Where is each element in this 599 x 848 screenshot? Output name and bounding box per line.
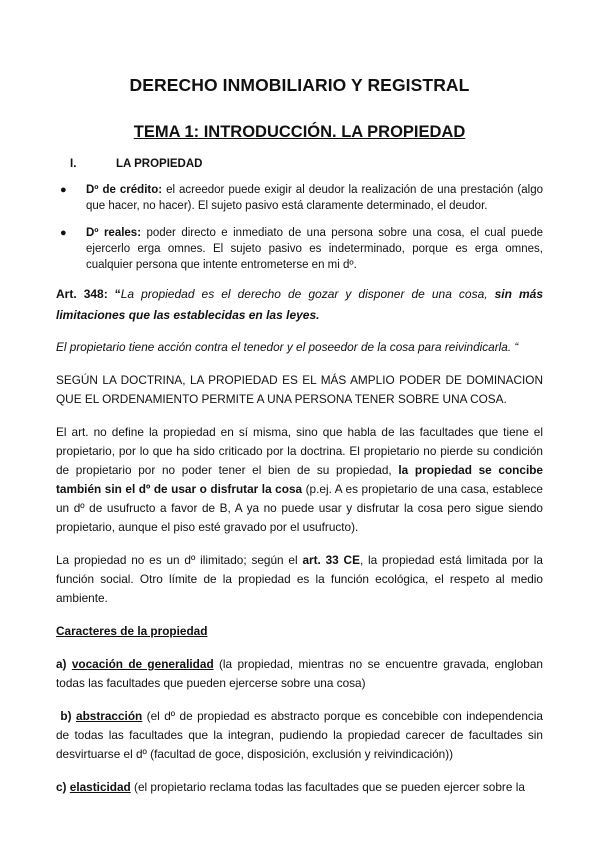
article-quote <box>56 284 543 326</box>
article-ref: Art. 348: “ <box>56 287 121 301</box>
topic-title: TEMA 1: INTRODUCCIÓN. LA PROPIEDAD <box>133 123 466 141</box>
section-heading <box>70 156 543 172</box>
accion-paragraph: El propietario tiene acción contra el tenedor y el poseedor de la cosa para reivindicarla. “ <box>56 340 519 354</box>
caracter-item: b) abstracción (el dº de propiedad es abstracto porque es concebible con independencia de todas las facultades que la integran, pudiendo la propiedad carecer de facultades sin desvirtuarse el dº (facultad de goce, disposición, exclusión y reivindicación)) <box>56 709 543 761</box>
section-label: LA PROPIEDAD <box>116 158 203 170</box>
emphasis: art. 33 CE <box>302 553 360 567</box>
list-item <box>56 182 543 214</box>
bullet-term: Dº de crédito: <box>86 184 163 196</box>
paragraph-limites: La propiedad no es un dº ilimitado; según el art. 33 CE, la propiedad está limitada por la función social. Otro límite de la propiedad es la función ecológica, el respeto al medio ambiente. <box>56 553 543 605</box>
document-title: DERECHO INMOBILIARIO Y REGISTRAL <box>129 75 470 95</box>
list-item <box>56 225 543 273</box>
bullet-icon: ● <box>60 184 67 196</box>
bullet-icon: ● <box>60 227 67 239</box>
caracter-term: abstracción <box>76 709 143 723</box>
caracteres-heading: Caracteres de la propiedad <box>56 624 208 638</box>
caracter-term: vocación de generalidad <box>71 657 214 671</box>
section-number: I. <box>70 158 77 170</box>
bullet-term: Dº reales: <box>86 227 142 239</box>
doctrina-paragraph: SEGÚN LA DOCTRINA, LA PROPIEDAD ES EL MÁS AMPLIO PODER DE DOMINACION QUE EL ORDENAMIENTO PERMITE A UNA PERSONA TENER SOBRE UNA COSA. <box>56 373 543 406</box>
article-text: La propiedad es el derecho de gozar y disponer de una cosa, <box>120 287 495 301</box>
paragraph-definicion: El art. no define la propiedad en sí misma, sino que habla de las facultades que tiene el propietario, por lo que ha sido criticado por la doctrina. El propietario no pierde su condición de propietario por no poder tener el bien de su propiedad, la propiedad se concibe también sin el dº de usar o disfrutar la cosa (p.ej. A es propietario de una casa, establece un dº de usufructo a favor de B, A ya no puede usar y disfrutar la cosa pero sigue siendo propietario, aunque el piso esté gravado por el usufructo). <box>56 425 543 534</box>
bullet-text: poder directo e inmediato de una persona sobre una cosa, el cual puede ejercerlo erga omnes. El sujeto pasivo es indeterminado, porque es erga omnes, cualquier persona que intente entrometerse en mi dº. <box>86 227 543 271</box>
caracter-item: a) vocación de generalidad (la propiedad, mientras no se encuentre gravada, engloban todas las facultades que pueden ejercerse sobre una cosa) <box>56 657 543 690</box>
emphasis: la propiedad se concibe también sin el dº de usar o disfrutar la cosa <box>56 463 543 496</box>
bullet-text: el acreedor puede exigir al deudor la realización de una prestación (algo que hacer, no hacer). El sujeto pasivo está claramente determinado, el deudor. <box>86 184 543 212</box>
rights-list <box>56 182 543 273</box>
caracter-item: c) elasticidad (el propietario reclama todas las facultades que se pueden ejercer sobre la <box>56 780 525 794</box>
caracter-term: elasticidad <box>69 780 131 794</box>
article-bold: sin más limitaciones que las establecidas en las leyes. <box>56 287 544 322</box>
